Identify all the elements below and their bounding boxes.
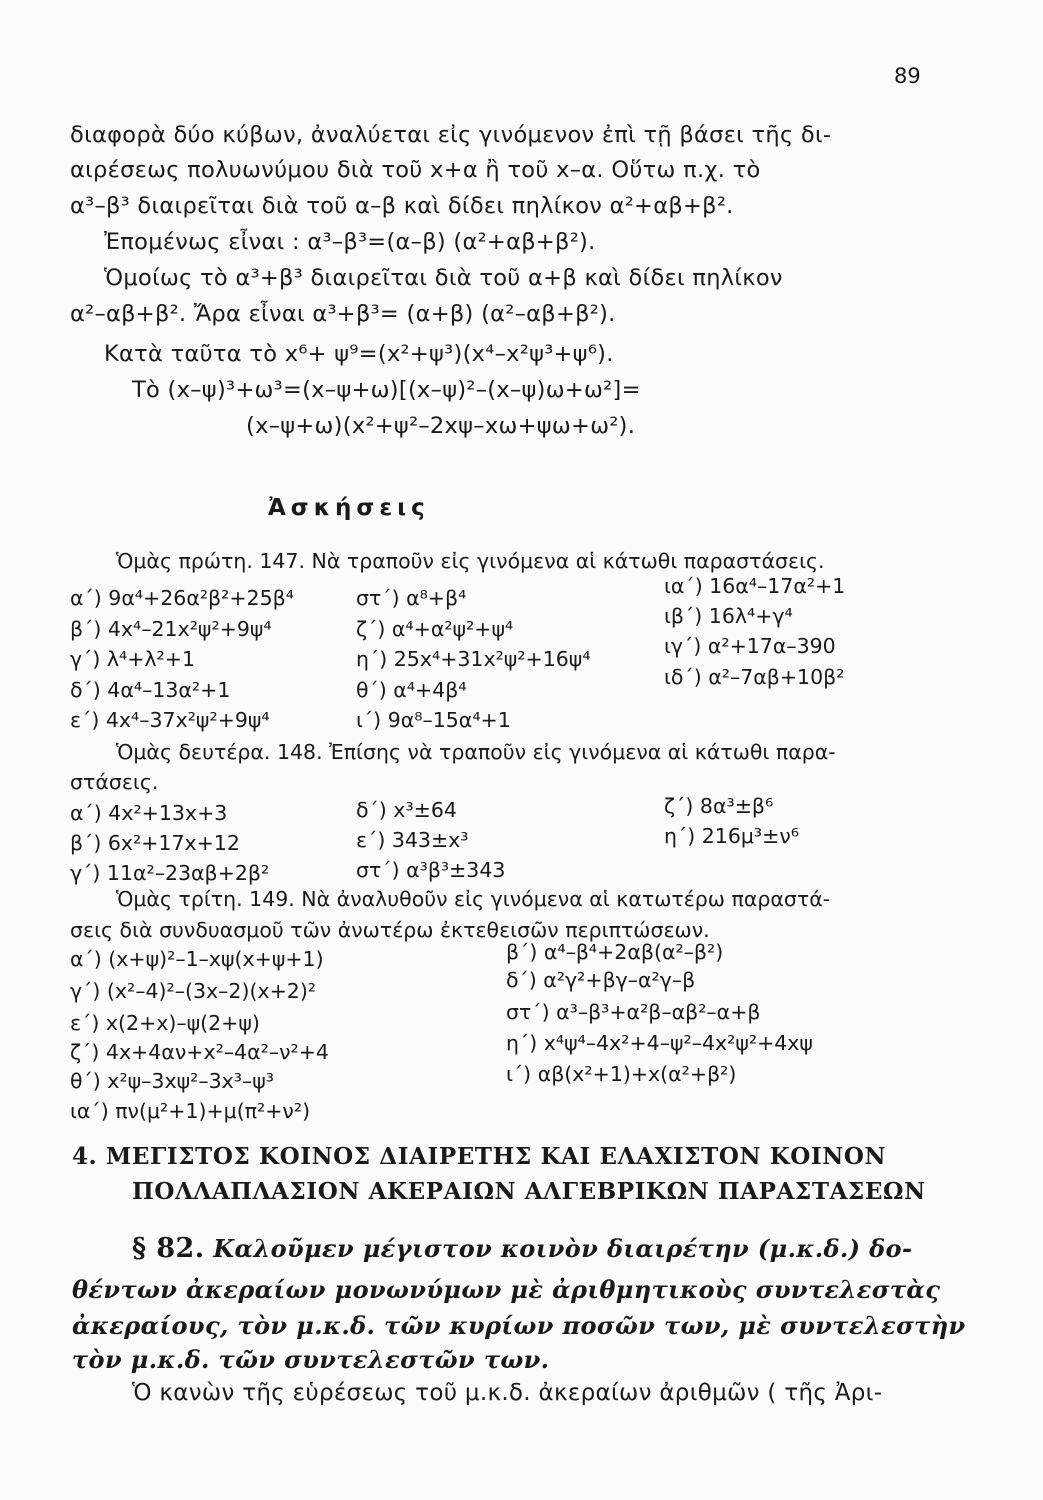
exercise-item: γ΄) 11α²–23αβ+2β² [70,861,270,885]
exercise-item: ι΄) αβ(x²+1)+x(α²+β²) [506,1062,737,1086]
exercise-item: β΄) 4x⁴–21x²ψ²+9ψ⁴ [70,617,272,641]
exercise-item: στ΄) α⁸+β⁴ [356,586,467,610]
exercise-item: η΄) 216μ³±ν⁶ [664,824,799,848]
text-line: α²–αβ+β². Ἄρα εἶναι α³+β³= (α+β) (α²–αβ+β²). [70,301,616,327]
exercise-item: ια΄) πν(μ²+1)+μ(π²+ν²) [70,1099,311,1123]
group2-intro: Ὁμὰς δευτέρα. 148. Ἐπίσης νὰ τραποῦν εἰς γινόμενα αἱ κάτωθι παρα- [116,740,836,764]
exercise-item: στ΄) α³–β³+α²β–αβ²–α+β [506,1000,761,1024]
exercise-item: ζ΄) 4x+4αν+x²–4α²–ν²+4 [70,1040,329,1064]
exercise-item: γ΄) (x²–4)²–(3x–2)(x+2)² [70,979,317,1003]
exercise-item: ζ΄) 8α³±β⁶ [664,794,774,818]
exercise-item: η΄) x⁴ψ⁴–4x²+4–ψ²–4x²ψ²+4xψ [506,1031,813,1055]
group1-intro: Ὁμὰς πρώτη. 147. Νὰ τραποῦν εἰς γινόμενα αἱ κάτωθι παραστάσεις. [116,549,825,573]
exercise-item: δ΄) α²γ²+βγ–α²γ–β [506,968,696,992]
section-title: 4. ΜΕΓΙΣΤΟΣ ΚΟΙΝΟΣ ΔΙΑΙΡΕΤΗΣ ΚΑΙ ΕΛΑΧΙΣΤΟΝ ΚΟΙΝΟΝ [72,1143,887,1170]
paragraph-line: Καλοῦμεν μέγιστον κοινὸν διαιρέτην (μ.κ.δ.) δο- [213,1234,913,1263]
exercise-item: θ΄) α⁴+4β⁴ [356,678,467,702]
exercise-item: δ΄) 4α⁴–13α²+1 [70,678,231,702]
text-line: Ὁμοίως τὸ α³+β³ διαιρεῖται διὰ τοῦ α+β καὶ δίδει πηλίκον [104,265,783,291]
section-title-cont: ΠΟΛΛΑΠΛΑΣΙΟΝ ΑΚΕΡΑΙΩΝ ΑΛΓΕΒΡΙΚΩΝ ΠΑΡΑΣΤΑΣΕΩΝ [132,1178,926,1205]
text-line: διαφορὰ δύο κύβων, ἀναλύεται εἰς γινόμενον ἐπὶ τῇ βάσει τῆς δι- [70,122,832,148]
paragraph-line: τὸν μ.κ.δ. τῶν συντελεστῶν των. [72,1345,550,1374]
group2-intro-cont: στάσεις. [70,770,159,794]
paragraph-line: θέντων ἀκεραίων μονωνύμων μὲ ἀριθμητικοὺς συντελεστὰς [72,1275,941,1304]
text-line: αιρέσεως πολυωνύμου διὰ τοῦ x+α ἢ τοῦ x–α. Οὕτω π.χ. τὸ [70,157,761,183]
exercise-item: ια΄) 16α⁴–17α²+1 [664,574,846,598]
group3-intro: Ὁμὰς τρίτη. 149. Νὰ ἀναλυθοῦν εἰς γινόμενα αἱ κατωτέρω παραστά- [116,887,831,911]
text-line: Τὸ (x–ψ)³+ω³=(x–ψ+ω)[(x–ψ)²–(x–ψ)ω+ω²]= [132,377,641,403]
exercise-item: β΄) 6x²+17x+12 [70,831,240,855]
paragraph-line: ἀκεραίους, τὸν μ.κ.δ. τῶν κυρίων ποσῶν των, μὲ συντελεστὴν [72,1311,966,1340]
group3-intro-cont: σεις διὰ συνδυασμοῦ τῶν ἀνωτέρω ἐκτεθεισῶν περιπτώσεων. [70,918,710,942]
exercise-item: η΄) 25x⁴+31x²ψ²+16ψ⁴ [356,647,591,671]
text-line: Ἐπομένως εἶναι : α³–β³=(α–β) (α²+αβ+β²). [104,229,596,255]
exercise-item: ζ΄) α⁴+α²ψ²+ψ⁴ [356,617,514,641]
exercise-item: ε΄) x(2+x)–ψ(2+ψ) [70,1011,260,1035]
exercise-item: α΄) 9α⁴+26α²β²+25β⁴ [70,586,294,610]
exercise-item: ιγ΄) α²+17α–390 [664,634,836,658]
text-line: (x–ψ+ω)(x²+ψ²–2xψ–xω+ψω+ω²). [246,413,636,439]
paragraph-definition [132,1233,912,1264]
exercises-heading: Ἀσκήσεις [268,495,430,521]
exercise-item: ιβ΄) 16λ⁴+γ⁴ [664,604,793,628]
exercise-item: δ΄) x³±64 [356,798,457,822]
exercise-item: θ΄) x²ψ–3xψ²–3x³–ψ³ [70,1069,274,1093]
exercise-item: α΄) (x+ψ)²–1–xψ(x+ψ+1) [70,947,324,971]
text-line: Ὁ κανὼν τῆς εὑρέσεως τοῦ μ.κ.δ. ἀκεραίων ἀριθμῶν ( τῆς Ἀρι- [132,1380,883,1406]
text-line: α³–β³ διαιρεῖται διὰ τοῦ α–β καὶ δίδει πηλίκον α²+αβ+β². [70,193,734,219]
exercise-item: στ΄) α³β³±343 [356,858,506,882]
exercise-item: γ΄) λ⁴+λ²+1 [70,647,195,671]
exercise-item: ε΄) 343±x³ [356,828,469,852]
exercise-item: α΄) 4x²+13x+3 [70,801,228,825]
exercise-item: ι΄) 9α⁸–15α⁴+1 [356,708,511,732]
text-line: Κατὰ ταῦτα τὸ x⁶+ ψ⁹=(x²+ψ³)(x⁴–x²ψ³+ψ⁶). [104,341,614,367]
paragraph-number: § 82. [132,1233,205,1264]
page-number: 89 [894,64,921,88]
exercise-item: ιδ΄) α²–7αβ+10β² [664,665,845,689]
exercise-item: ε΄) 4x⁴–37x²ψ²+9ψ⁴ [70,708,270,732]
exercise-item: β΄) α⁴–β⁴+2αβ(α²–β²) [506,940,724,964]
